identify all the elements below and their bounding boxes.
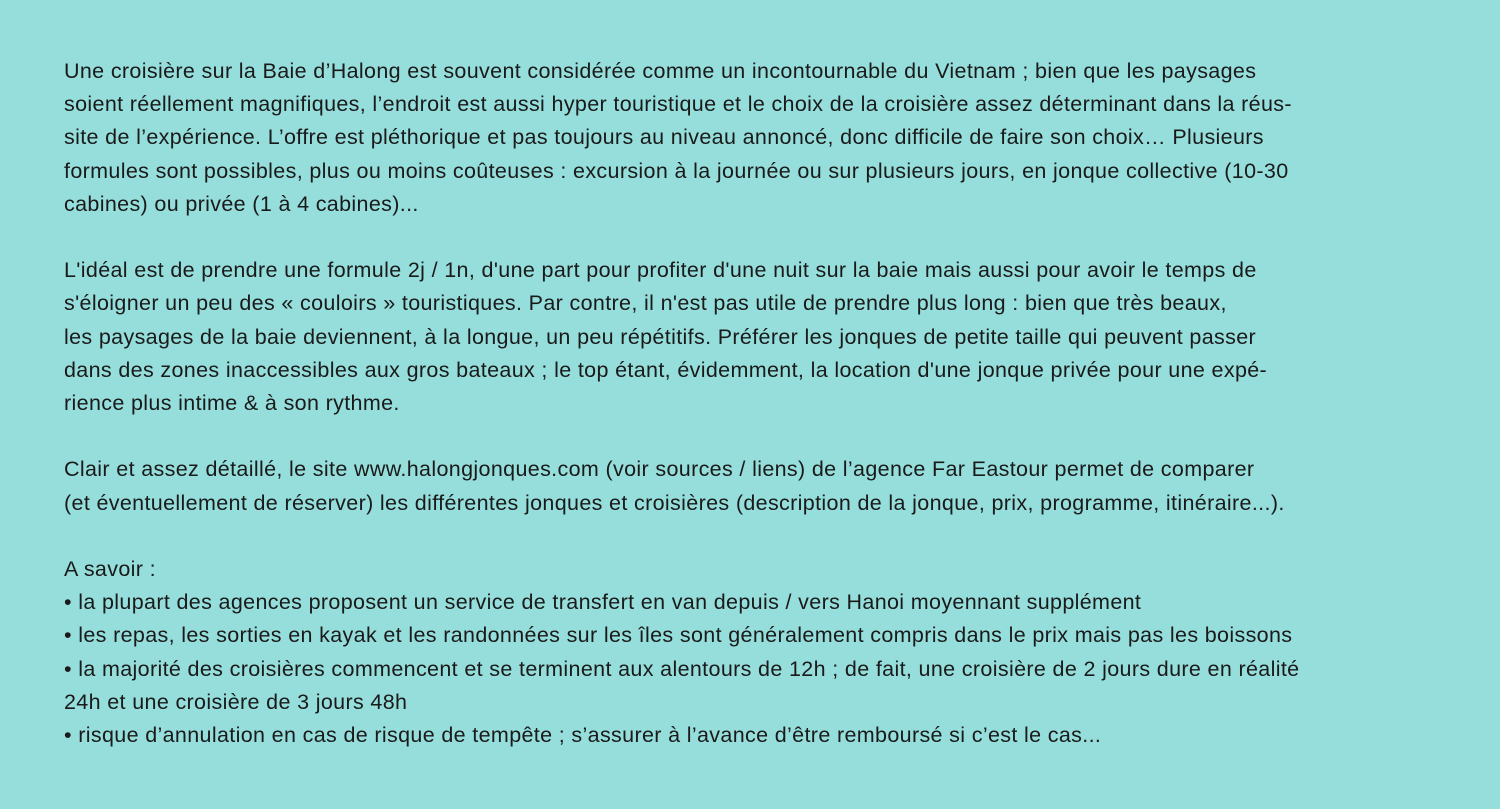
text-line: L'idéal est de prendre une formule 2j / 1n, d'une part pour profiter d'une nuit sur la baie mais aussi pour avoir le temps de [64, 258, 1257, 283]
text-line: formules sont possibles, plus ou moins coûteuses : excursion à la journée ou sur plusieurs jours, en jonque collective (10-30 [64, 158, 1289, 183]
list-item-continuation: 24h et une croisière de 3 jours 48h [64, 689, 408, 714]
list-item [64, 653, 1438, 719]
text-line: (et éventuellement de réserver) les différentes jonques et croisières (description de la jonque, prix, programme, itinéraire...). [64, 490, 1285, 515]
text-line: cabines) ou privée (1 à 4 cabines)... [64, 191, 419, 216]
text-line: soient réellement magnifiques, l’endroit est aussi hyper touristique et le choix de la croisière assez déterminant dans la réus- [64, 92, 1292, 117]
list-item-text: la majorité des croisières commencent et se terminent aux alentours de 12h ; de fait, une croisière de 2 jours dure en réalité [71, 656, 1300, 681]
list-item-text: la plupart des agences proposent un service de transfert en van depuis / vers Hanoi moyennant supplément [71, 590, 1142, 615]
text-line: site de l’expérience. L’offre est pléthorique et pas toujours au niveau annoncé, donc difficile de faire son choix… Plusieurs [64, 125, 1264, 150]
bullet-icon: • [64, 656, 72, 681]
text-line: dans des zones inaccessibles aux gros bateaux ; le top étant, évidemment, la location d'une jonque privée pour une expé- [64, 357, 1268, 382]
bullet-icon: • [64, 723, 72, 748]
text-line: Clair et assez détaillé, le site www.halongjonques.com (voir sources / liens) de l’agence Far Eastour permet de comparer [64, 457, 1255, 482]
list-item-text: les repas, les sorties en kayak et les randonnées sur les îles sont généralement compris dans le prix mais pas les boissons [71, 623, 1293, 648]
bullet-icon: • [64, 590, 72, 615]
notes-title: A savoir : [64, 557, 156, 581]
paragraph-intro [64, 55, 1438, 221]
text-line: les paysages de la baie deviennent, à la longue, un peu répétitifs. Préférer les jonques de petite taille qui peuvent passer [64, 324, 1257, 349]
bullet-icon: • [64, 623, 72, 648]
notes-section [64, 553, 1438, 752]
paragraph-website [64, 453, 1438, 519]
text-line: Une croisière sur la Baie d’Halong est souvent considérée comme un incontournable du Vietnam ; bien que les paysages [64, 59, 1257, 83]
list-item [64, 719, 1438, 752]
text-line: rience plus intime & à son rythme. [64, 391, 400, 416]
text-line: s'éloigner un peu des « couloirs » touristiques. Par contre, il n'est pas utile de prendre plus long : bien que très beaux, [64, 291, 1227, 316]
list-item [64, 586, 1438, 619]
list-item [64, 619, 1438, 652]
notes-list [64, 586, 1438, 752]
list-item-text: risque d’annulation en cas de risque de tempête ; s’assurer à l’avance d’être remboursé si c’est le cas... [71, 723, 1102, 748]
paragraph-recommendation [64, 254, 1438, 420]
